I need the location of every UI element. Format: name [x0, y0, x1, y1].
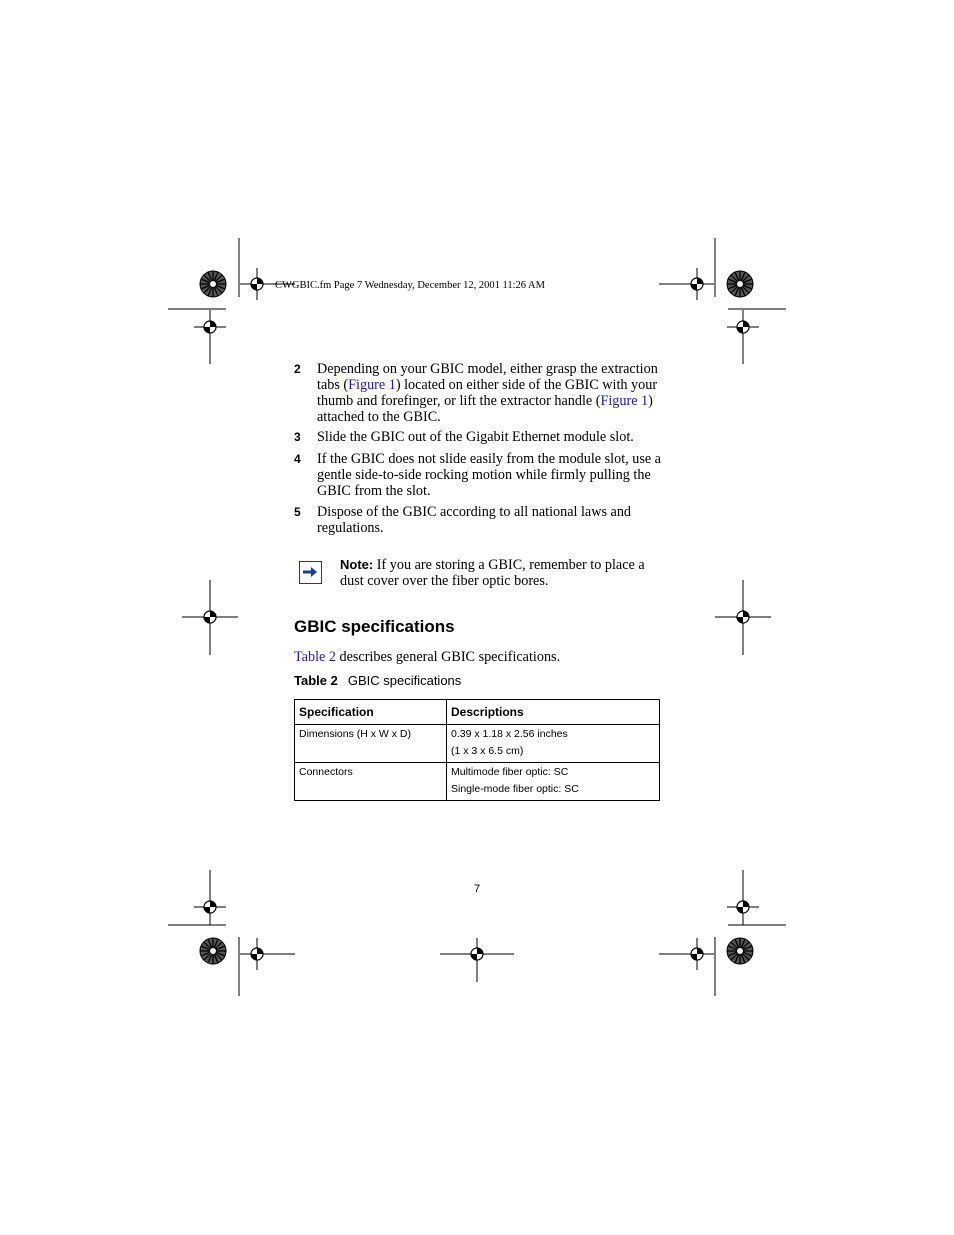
table-cell: Dimensions (H x W x D) [295, 725, 447, 763]
table-cell: 0.39 x 1.18 x 2.56 inches (1 x 3 x 6.5 cm) [447, 725, 660, 763]
step-3 [294, 429, 664, 445]
spec-table [294, 699, 660, 801]
step-number: 3 [294, 430, 301, 444]
column-header: Specification [295, 700, 447, 725]
file-info-header: CWGBIC.fm Page 7 Wednesday, December 12, 2001 11:26 AM [275, 280, 545, 291]
figure-link[interactable]: Figure 1 [600, 393, 649, 409]
bottom-left-marks [168, 870, 295, 996]
figure-link[interactable]: Figure 1 [348, 377, 396, 393]
step-text: If the GBIC does not slide easily from the module slot, use a gentle side-to-side rocking motion while firmly pulling the GBIC from the slot. [317, 451, 661, 499]
right-arrow-icon [299, 561, 322, 584]
mid-right-mark [715, 580, 771, 655]
page-number: 7 [474, 883, 481, 895]
top-left-marks [168, 238, 295, 364]
table-link[interactable]: Table 2 [294, 649, 336, 665]
bottom-center-mark [440, 938, 514, 982]
table-caption-title: GBIC specifications [347, 673, 462, 688]
note-label: Note: [340, 557, 374, 572]
bottom-right-marks [659, 870, 786, 996]
table-caption [294, 673, 461, 688]
step-4 [294, 451, 664, 499]
step-2 [294, 361, 664, 425]
table-caption-label: Table 2 [294, 673, 338, 688]
step-5 [294, 504, 664, 536]
note [340, 557, 660, 589]
section-heading: GBIC specifications [294, 617, 455, 636]
table-row [295, 725, 660, 763]
step-number: 5 [294, 505, 301, 519]
step-number: 2 [294, 362, 301, 376]
table-header-row [295, 700, 660, 725]
column-header: Descriptions [447, 700, 660, 725]
table-cell: Connectors [295, 763, 447, 801]
step-text: Dispose of the GBIC according to all national laws and regulations. [317, 504, 632, 536]
table-row [295, 763, 660, 801]
note-text: If you are storing a GBIC, remember to place a dust cover over the fiber optic bores. [340, 557, 645, 589]
table-cell: Multimode fiber optic: SC Single-mode fiber optic: SC [447, 763, 660, 801]
mid-left-mark [182, 580, 238, 655]
top-right-marks [659, 238, 786, 364]
step-number: 4 [294, 452, 301, 466]
step-text: Depending on your GBIC model, either grasp the extraction tabs (Figure 1) located on either side of the GBIC with your thumb and forefinger, or lift the extractor handle (Figure 1) attached to the GBIC. [317, 361, 658, 425]
section-intro: Table 2 describes general GBIC specifications. [294, 649, 561, 665]
step-text: Slide the GBIC out of the Gigabit Ethernet module slot. [317, 429, 634, 445]
